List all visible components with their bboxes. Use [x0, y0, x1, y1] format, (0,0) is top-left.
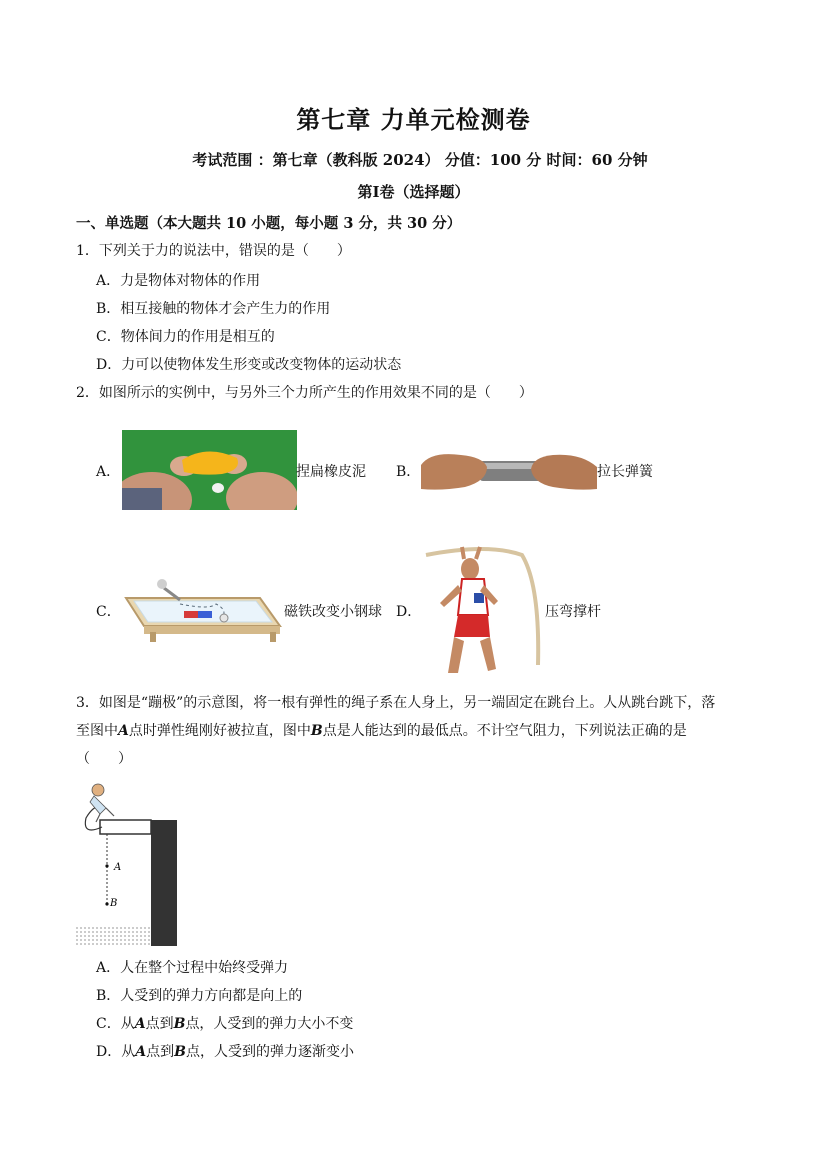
option-text: 点，人受到的弹力逐渐变小 — [185, 1044, 354, 1060]
question-3-stem-line-3: （ ） — [76, 751, 132, 767]
question-2-stem: 2．如图所示的实例中，与另外三个力所产生的作用效果不同的是（ ） — [76, 385, 533, 401]
question-2-option-c-caption: 磁铁改变小钢球 — [284, 604, 382, 620]
question-2-option-a-caption: 捏扁橡皮泥 — [296, 464, 366, 480]
question-3-option-b: B．人受到的弹力方向都是向上的 — [96, 988, 303, 1004]
figure-label-a: A — [114, 862, 122, 873]
page-title: 第七章 力单元检测卷 — [296, 105, 531, 134]
clay-squeeze-image — [122, 430, 297, 510]
spring-stretch-image — [421, 445, 597, 497]
point-b-label: B — [310, 723, 323, 739]
point-b-label: B — [174, 1044, 186, 1060]
option-text: 点到 — [146, 1044, 175, 1060]
point-a-label: A — [118, 723, 129, 739]
question-3-option-d — [96, 1041, 354, 1061]
stem-text: 点时弹性绳刚好被拉直，图中 — [128, 723, 311, 739]
stem-text: 点是人能达到的最低点。不计空气阻力，下列说法正确的是 — [322, 723, 687, 739]
exam-info: 考试范围 ：第七章（教科版 2024） 分值：100 分 时间：60 分钟 — [192, 151, 648, 169]
stem-text: 至图中 — [76, 723, 118, 739]
question-1-option-c: C．物体间力的作用是相互的 — [96, 329, 275, 345]
figure-label-b: B — [110, 898, 118, 909]
question-1-option-b: B．相互接触的物体才会产生力的作用 — [96, 301, 331, 317]
point-b-label: B — [173, 1016, 186, 1032]
point-a-label: A — [135, 1044, 147, 1060]
pole-vault-image — [418, 545, 546, 681]
question-2-option-c-letter: C． — [96, 604, 121, 620]
question-2-option-a-letter: A． — [96, 464, 121, 480]
volume-heading: 第Ⅰ卷（选择题） — [357, 183, 470, 201]
question-3-option-a: A．人在整个过程中始终受弹力 — [96, 960, 289, 976]
question-1-stem: 1．下列关于力的说法中，错误的是（ ） — [76, 243, 351, 259]
question-1-option-a: A．力是物体对物体的作用 — [96, 273, 261, 289]
option-text: 点到 — [145, 1016, 174, 1032]
magnet-ball-image — [120, 570, 282, 642]
question-2-option-d-caption: 压弯撑杆 — [545, 604, 601, 620]
question-2-option-b-letter: B． — [396, 464, 421, 480]
question-2-option-b-caption: 拉长弹簧 — [597, 464, 653, 480]
bungee-diagram — [76, 778, 180, 948]
question-3-stem-line-2 — [76, 721, 687, 741]
question-2-option-d-letter: D． — [396, 604, 422, 620]
option-text: 点，人受到的弹力大小不变 — [185, 1016, 354, 1032]
option-text: C．从 — [96, 1016, 135, 1032]
question-1-option-d: D．力可以使物体发生形变或改变物体的运动状态 — [96, 357, 402, 373]
point-a-label: A — [134, 1016, 146, 1032]
question-3-stem-line-1: 3．如图是“蹦极”的示意图，将一根有弹性的绳子系在人身上，另一端固定在跳台上。人从跳台跳下，落 — [76, 695, 716, 711]
question-3-option-c — [96, 1013, 353, 1033]
section-heading: 一、单选题（本大题共 10 小题，每小题 3 分，共 30 分） — [76, 215, 462, 232]
option-text: D．从 — [96, 1044, 136, 1060]
